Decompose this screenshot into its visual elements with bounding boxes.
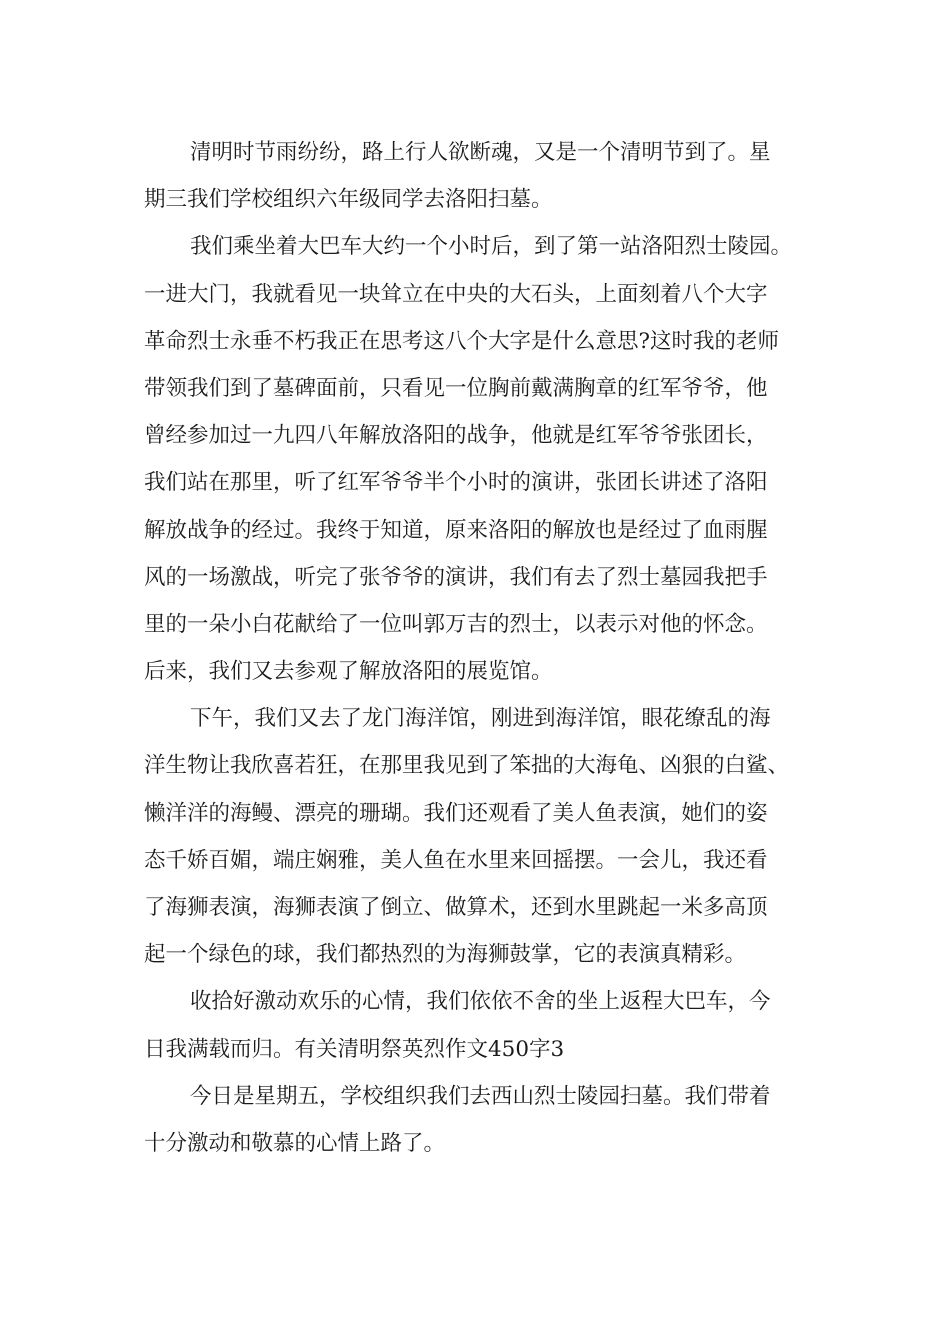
text-line: 曾经参加过一九四八年解放洛阳的战争，他就是红军爷爷张团长，	[144, 423, 768, 449]
text-line: 收拾好激动欢乐的心情，我们依依不舍的坐上返程大巴车，今	[190, 989, 771, 1015]
text-line: 今日是星期五，学校组织我们去西山烈士陵园扫墓。我们带着	[190, 1083, 771, 1109]
text-line: 期三我们学校组织六年级同学去洛阳扫墓。	[144, 187, 553, 213]
text-line: 一进大门，我就看见一块耸立在中央的大石头，上面刻着八个大字	[144, 281, 768, 307]
document-body	[144, 129, 812, 1167]
text-line: 了海狮表演，海狮表演了倒立、做算术，还到水里跳起一米多高顶	[144, 895, 768, 920]
text-line: 我们乘坐着大巴车大约一个小时后，到了第一站洛阳烈士陵园。	[190, 234, 793, 260]
text-line: 起一个绿色的球，我们都热烈的为海狮鼓掌，它的表演真精彩。	[144, 942, 747, 968]
text-line: 十分激动和敬慕的心情上路了。	[144, 1130, 446, 1156]
text-line: 下午，我们又去了龙门海洋馆，刚进到海洋馆，眼花缭乱的海	[190, 706, 771, 732]
text-line: 带领我们到了墓碑面前，只看见一位胸前戴满胸章的红军爷爷，他	[144, 375, 768, 401]
text-line: 后来，我们又去参观了解放洛阳的展览馆。	[144, 659, 553, 685]
text-line: 解放战争的经过。我终于知道，原来洛阳的解放也是经过了血雨腥	[144, 517, 768, 543]
text-line: 里的一朵小白花献给了一位叫郭万吉的烈士，以表示对他的怀念。	[144, 611, 768, 637]
text-line: 态千娇百媚，端庄娴雅，美人鱼在水里来回摇摆。一会儿，我还看	[144, 847, 768, 873]
text-line: 日我满载而归。有关清明祭英烈作文450字3	[144, 1036, 565, 1062]
text-line: 我们站在那里，听了红军爷爷半个小时的演讲，张团长讲述了洛阳	[144, 470, 768, 496]
text-line: 风的一场激战，听完了张爷爷的演讲，我们有去了烈士墓园我把手	[144, 564, 768, 590]
text-line: 洋生物让我欣喜若狂，在那里我见到了笨拙的大海龟、凶狠的白鲨、	[144, 753, 790, 779]
text-line: 懒洋洋的海鳗、漂亮的珊瑚。我们还观看了美人鱼表演，她们的姿	[144, 800, 768, 826]
text-line: 革命烈士永垂不朽我正在思考这八个大字是什么意思?这时我的老师	[144, 328, 780, 354]
text-line: 清明时节雨纷纷，路上行人欲断魂，又是一个清明节到了。星	[190, 140, 771, 165]
